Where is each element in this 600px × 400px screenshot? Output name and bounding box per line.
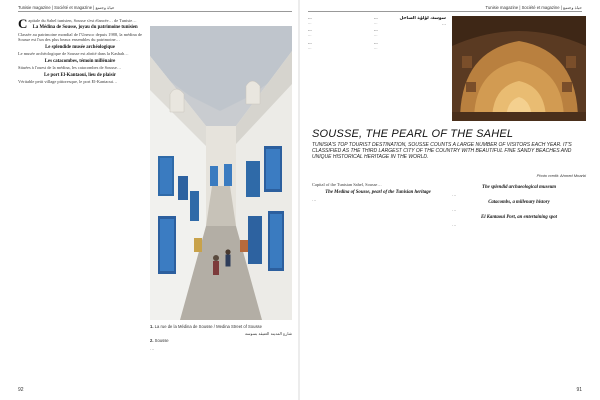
arabic-body: …: [442, 21, 446, 27]
info-item-title: …: [374, 16, 378, 20]
info-item-line: …: [308, 33, 312, 38]
running-head-right: Tunisie magazine | Société et magazine | حياة وجتمع: [485, 5, 582, 10]
english-text-port: …: [452, 221, 457, 227]
info-item: [308, 41, 370, 50]
section-text-medina: Classée au patrimoine mondial de l'Unesco depuis 1988, la médina de Sousse est l'un des plus beaux ensembles du patrimoine…: [18, 32, 142, 43]
catacomb-photo: [452, 16, 586, 121]
english-heading-port: El Kantaoui Port, an entertaining spot: [481, 215, 557, 220]
catacomb-illustration: [452, 16, 586, 121]
caption-text-1: La rue de la Médina de Sousse / Medina Street of Sousse: [154, 324, 262, 329]
page-number-right: 91: [576, 387, 582, 393]
english-intro: Capital of the Tunisian Sahel, Sousse…: [312, 182, 382, 187]
section-heading-port: Le port El-Kantaoui, lieu de plaisir: [44, 72, 116, 78]
english-title: SOUSSE, THE PEARL OF THE SAHEL: [312, 128, 514, 140]
photo-caption-fr: [150, 324, 292, 329]
running-head-left: Tunisie magazine | Société et magazine | حياة وجتمع: [18, 5, 115, 10]
english-text-medina: …: [312, 197, 317, 202]
section-text-port: Véritable petit village pittoresque, le port El-Kantaoui…: [18, 79, 118, 85]
english-article-column-1: [312, 182, 444, 387]
section-heading-catacombs: Les catacombes, témoin millénaire: [44, 58, 116, 64]
english-heading-catacombs: Catacombs, a millenary history: [488, 200, 550, 205]
right-page: [300, 0, 600, 400]
tail-text: …: [150, 346, 155, 351]
info-item: [308, 16, 370, 25]
info-item-title: …: [374, 28, 378, 33]
section-heading-medina: La Médina de Sousse, joyau du patrimoine tunisien: [32, 25, 138, 31]
info-item: [308, 28, 370, 37]
photo-credit: Photo credit: Ahmed Mnarbi: [536, 173, 586, 178]
english-article-column-2: [452, 182, 586, 387]
header-rule-right: [308, 11, 582, 12]
drop-cap: C: [18, 18, 28, 31]
english-heading-museum: The splendid archaeological museum: [482, 185, 556, 190]
caption-text-2: Sousse: [154, 338, 169, 343]
info-item-line: …: [374, 33, 378, 38]
info-item-line: …: [374, 45, 378, 50]
caption-number-1: 1.: [150, 324, 154, 329]
info-column-left: [308, 16, 370, 53]
english-heading-medina: The Medina of Sousse, pearl of the Tunisian heritage: [325, 190, 431, 196]
english-text-catacombs: …: [452, 206, 457, 212]
info-item-line: …: [308, 20, 312, 25]
caption-number-2: 2.: [150, 338, 154, 343]
info-item-title: …: [308, 16, 312, 20]
english-text-museum: …: [452, 191, 457, 197]
english-deck: TUNISIA'S TOP TOURIST DESTINATION, SOUSSE COUNTS A LARGE NUMBER OF VISITORS EACH YEAR. IT'S CLASSIFIED AS THE THIRD LARGEST CITY OF THE COUNTRY WITH BEAUTIFUL FINE SANDY BEACHES AND UNIQUE HISTORICAL HERITAGE IN THE WORLD.: [312, 142, 572, 161]
section-text-catacombs: Situées à l'ouest de la médina, les catacombes de Sousse…: [18, 65, 122, 71]
photo-caption-fr-2: [150, 338, 292, 343]
arabic-heading: سوسة، لؤلؤة الساحل: [399, 16, 446, 21]
info-item-line: …: [374, 20, 378, 25]
arabic-column: [380, 16, 446, 124]
medina-street-photo: [150, 26, 292, 320]
info-item-title: …: [374, 40, 378, 45]
info-item-line: …: [308, 45, 312, 50]
info-item-title: …: [308, 40, 312, 45]
info-item-title: …: [308, 28, 312, 33]
section-heading-museum: Le splendide musée archéologique: [45, 44, 115, 50]
french-article-tail: [150, 346, 292, 390]
intro-text: apitale du Sahel tunisien, Sousse s'est élancée… de Tunisie…: [28, 18, 137, 23]
photo-caption-ar: شارع المدينة العتيقة بسوسة: [245, 331, 292, 336]
page-number-left: 92: [18, 387, 24, 393]
header-rule-left: [18, 11, 292, 12]
section-text-museum: Le musée archéologique de Sousse est abrité dans la Kasbah…: [18, 51, 129, 57]
medina-street-illustration: [150, 26, 292, 320]
french-article-column: [18, 18, 142, 378]
